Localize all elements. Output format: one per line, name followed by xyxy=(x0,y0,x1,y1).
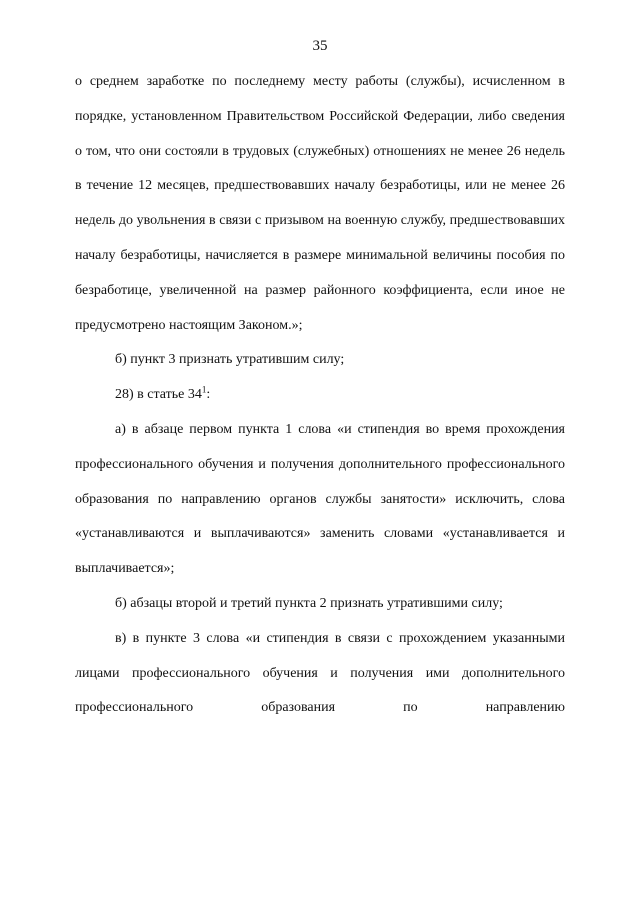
article-heading-text: 28) в статье 34 xyxy=(115,387,202,403)
paragraph-item-b-point-3: б) пункт 3 признать утратившим силу; xyxy=(115,352,345,368)
paragraph-item-28-article xyxy=(75,378,565,413)
document-body xyxy=(75,65,565,726)
article-heading-colon: : xyxy=(206,387,211,403)
paragraph-item-b-abzatsy: б) абзацы второй и третий пункта 2 признать утратившими силу; xyxy=(115,595,503,611)
paragraph-continuation: о среднем заработке по последнему месту работы (службы), исчисленном в порядке, установленном Правительством Российской Федерации, либо сведения о том, что они состояли в трудовых (служебных) отношениях не менее 26 недель в течение 12 месяцев, предшествовавших началу безработицы, или не менее 26 недель до увольнения в связи с призывом на военную службу, предшествовавших началу безработицы, начисляется в размере минимальной величины пособия по безработице, увеличенной на размер районного коэффициента, если иное не предусмотрено настоящим Законом.»; xyxy=(75,74,565,333)
paragraph-item-v-punkt-3: в) в пункте 3 слова «и стипендия в связи с прохождением указанными лицами профессионального обучения и получения ими дополнительного профессионального образования по направлению xyxy=(75,630,565,716)
article-superscript: 1 xyxy=(201,384,207,395)
page-number: 35 xyxy=(312,38,328,54)
paragraph-item-a-abzats: а) в абзаце первом пункта 1 слова «и стипендия во время прохождения профессионального обучения и получения дополнительного профессионального образования по направлению органов службы занятости» исключить, слова «устанавливаются и выплачиваются» заменить словами «устанавливается и выплачивается»; xyxy=(75,421,565,577)
